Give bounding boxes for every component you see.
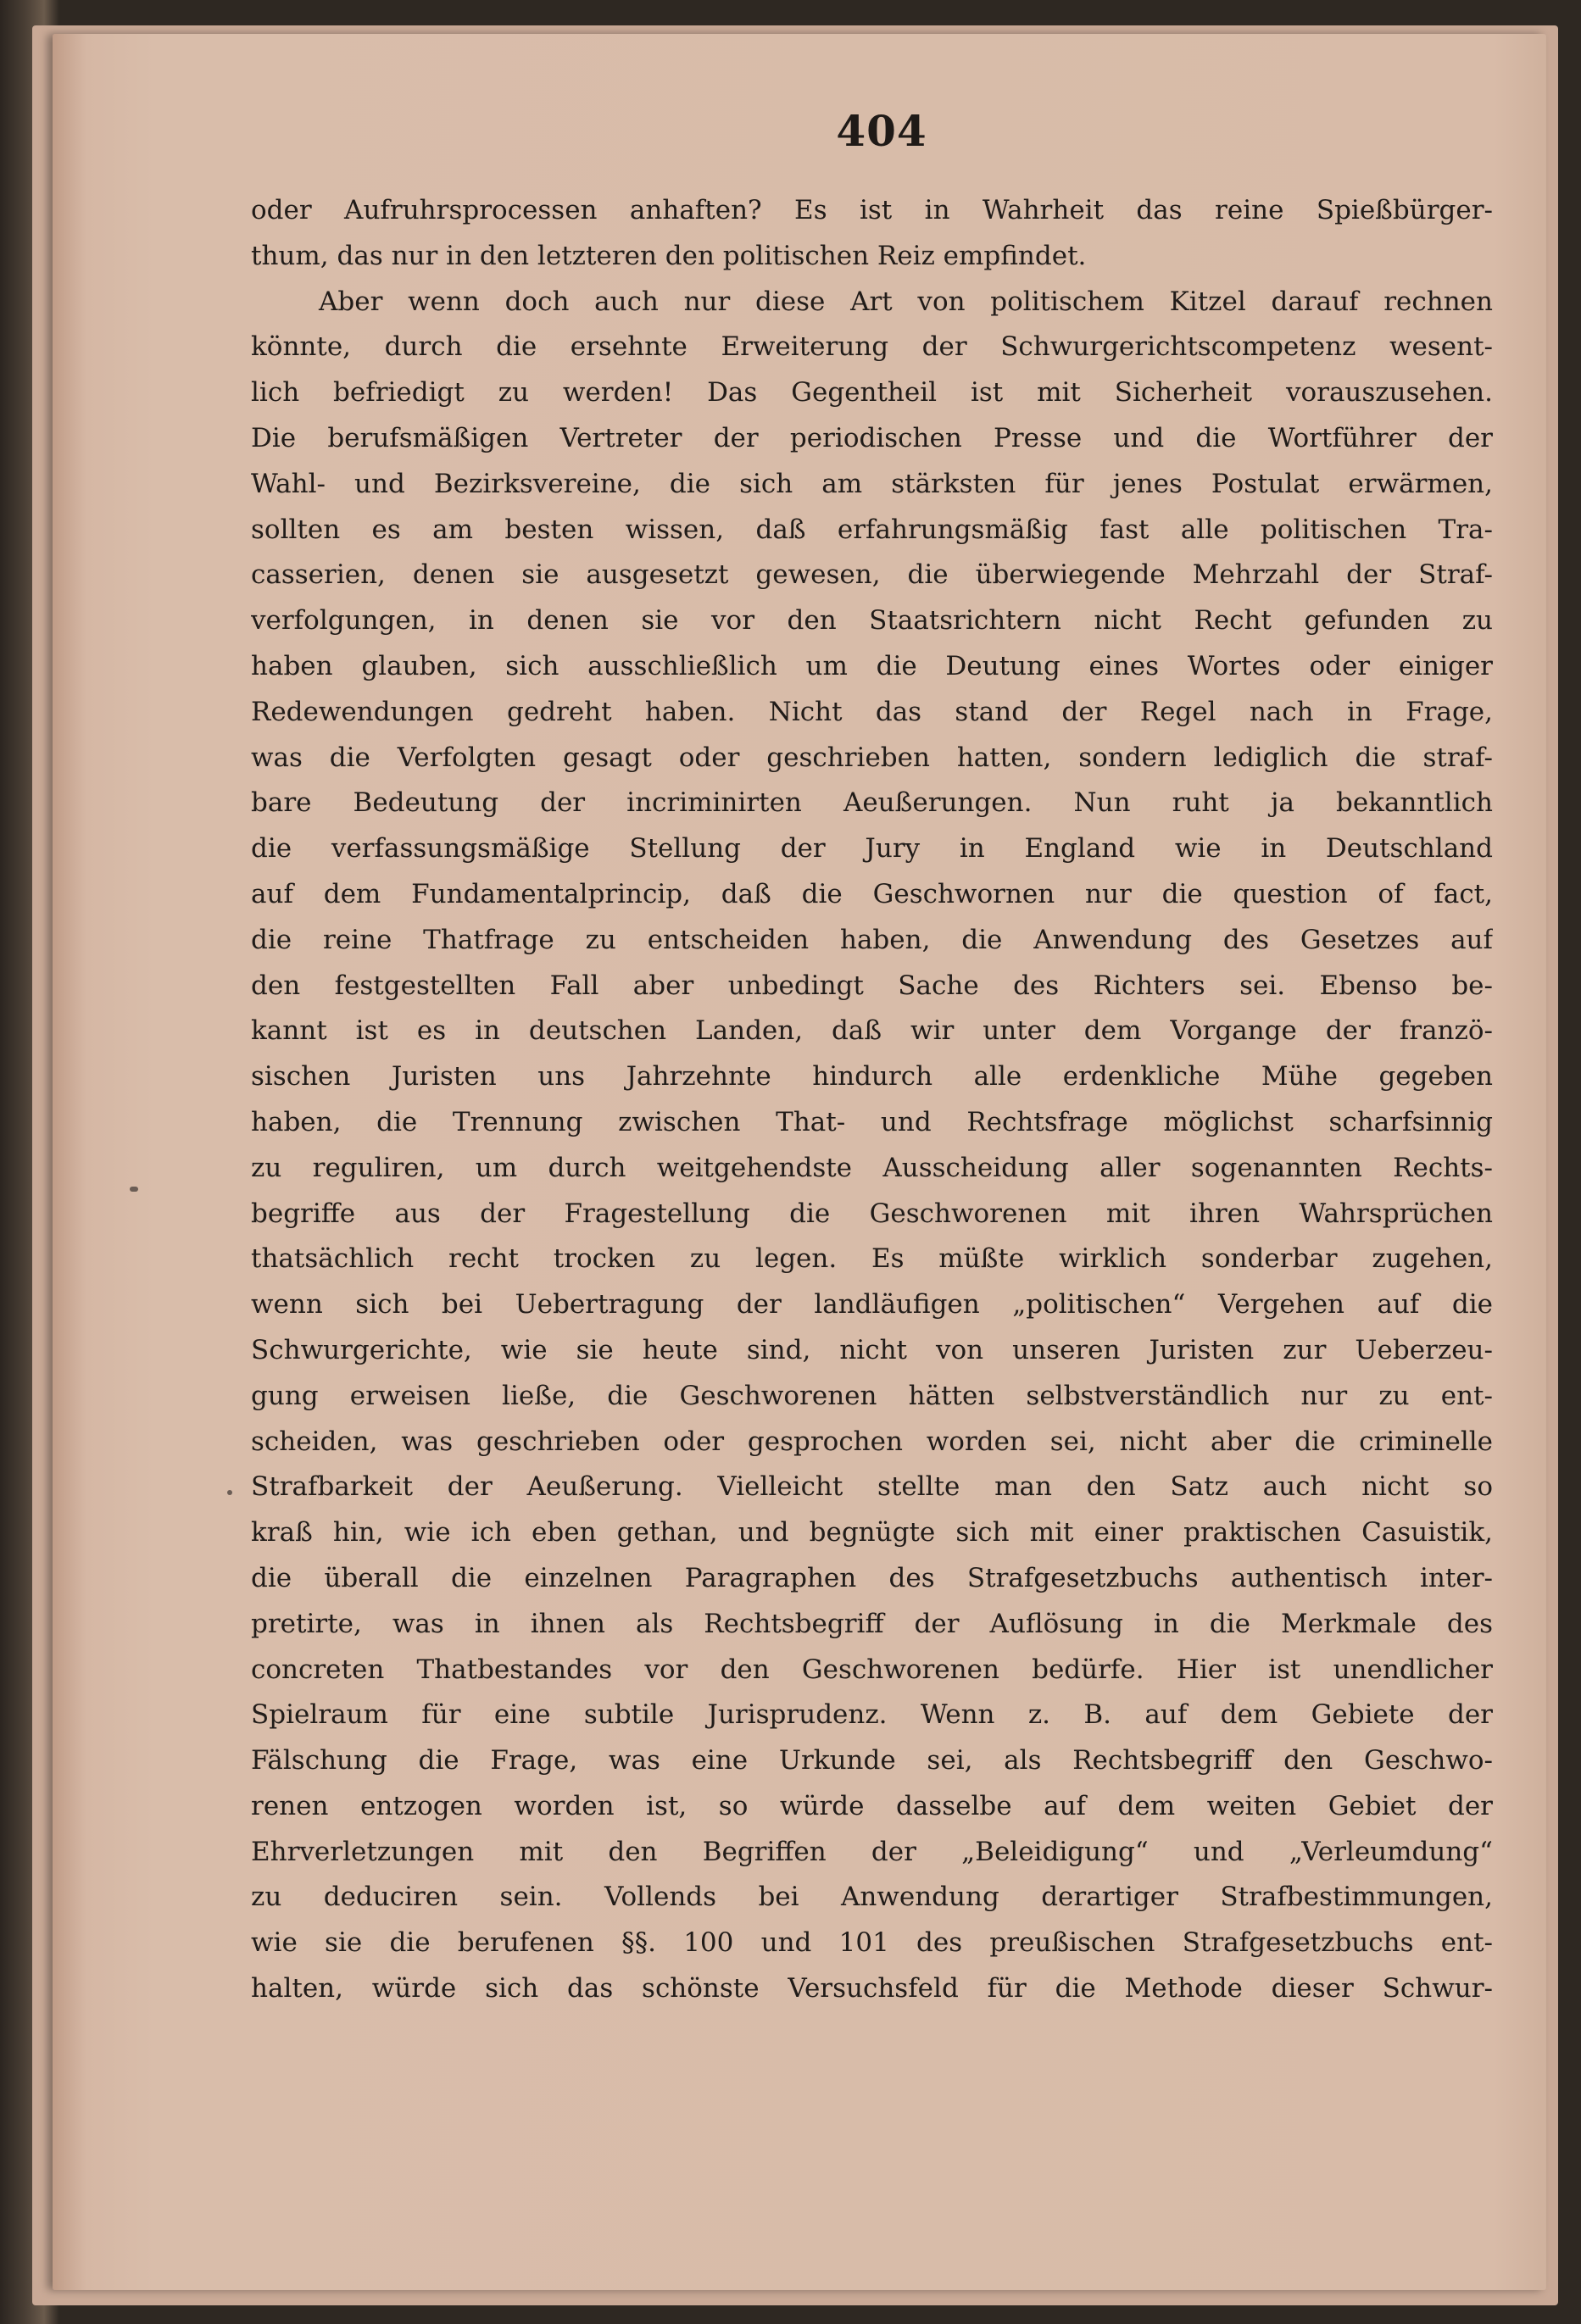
page-number: 404: [836, 106, 927, 156]
text-line: scheiden, was geschrieben oder gesprochen worden sei, nicht aber die criminelle: [251, 1426, 1493, 1457]
text-line: zu reguliren, um durch weitgehendste Ausscheidung aller sogenannten Rechts-: [251, 1152, 1493, 1183]
text-line: was die Verfolgten gesagt oder geschrieben hatten, sondern lediglich die straf-: [251, 742, 1493, 773]
text-line: begriffe aus der Fragestellung die Geschworenen mit ihren Wahrsprüchen: [251, 1198, 1493, 1229]
text-line: die verfassungsmäßige Stellung der Jury in England wie in Deutschland: [251, 833, 1493, 865]
text-line: gung erweisen ließe, die Geschworenen hätten selbstverständlich nur zu ent-: [251, 1380, 1493, 1411]
text-line: wenn sich bei Uebertragung der landläufigen „politischen“ Vergehen auf die: [251, 1289, 1493, 1320]
text-line: Ehrverletzungen mit den Begriffen der „Beleidigung“ und „Verleumdung“: [251, 1836, 1493, 1867]
text-line: Redewendungen gedreht haben. Nicht das stand der Regel nach in Frage,: [251, 696, 1493, 727]
text-line: verfolgungen, in denen sie vor den Staatsrichtern nicht Recht gefunden zu: [251, 605, 1493, 637]
text-line: kannt ist es in deutschen Landen, daß wir unter dem Vorgange der franzö-: [251, 1015, 1493, 1047]
text-line: sischen Juristen uns Jahrzehnte hindurch alle erdenkliche Mühe gegeben: [251, 1061, 1493, 1093]
text-line: lich befriedigt zu werden! Das Gegentheil ist mit Sicherheit vorauszusehen.: [251, 377, 1493, 409]
body-text: [251, 188, 1493, 2012]
text-line: könnte, durch die ersehnte Erweiterung der Schwurgerichtscompetenz wesent-: [251, 331, 1493, 363]
text-line: Die berufsmäßigen Vertreter der periodischen Presse und die Wortführer der: [251, 422, 1493, 453]
text-line: haben glauben, sich ausschließlich um die Deutung eines Wortes oder einiger: [251, 650, 1493, 681]
text-line: die überall die einzelnen Paragraphen des Strafgesetzbuchs authentisch inter-: [251, 1562, 1493, 1593]
text-line: auf dem Fundamentalprincip, daß die Geschwornen nur die question of fact,: [251, 878, 1493, 909]
text-line: zu deduciren sein. Vollends bei Anwendung derartiger Strafbestimmungen,: [251, 1882, 1493, 1913]
text-line: Strafbarkeit der Aeußerung. Vielleicht stellte man den Satz auch nicht so: [251, 1471, 1493, 1503]
text-line: thum, das nur in den letzteren den politischen Reiz empfindet.: [251, 240, 1087, 271]
text-line: concreten Thatbestandes vor den Geschworenen bedürfe. Hier ist unendlicher: [251, 1654, 1493, 1685]
text-line: Fälschung die Frage, was eine Urkunde sei, als Rechtsbegriff den Geschwo-: [251, 1745, 1493, 1776]
text-line: casserien, denen sie ausgesetzt gewesen, die überwiegende Mehrzahl der Straf-: [251, 559, 1493, 591]
text-line: Schwurgerichte, wie sie heute sind, nicht von unseren Juristen zur Ueberzeu-: [251, 1334, 1493, 1365]
margin-dot: [130, 1187, 138, 1192]
text-line: renen entzogen worden ist, so würde dasselbe auf dem weiten Gebiet der: [251, 1790, 1493, 1821]
text-line: pretirte, was in ihnen als Rechtsbegriff der Auflösung in die Merkmale des: [251, 1608, 1493, 1639]
text-line: bare Bedeutung der incriminirten Aeußerungen. Nun ruht ja bekanntlich: [251, 787, 1493, 819]
text-line: kraß hin, wie ich eben gethan, und begnügte sich mit einer praktischen Casuistik,: [251, 1517, 1493, 1548]
text-line: Aber wenn doch auch nur diese Art von politischem Kitzel darauf rechnen: [319, 286, 1493, 317]
text-line: Wahl- und Bezirksvereine, die sich am stärksten für jenes Postulat erwärmen,: [251, 468, 1493, 499]
text-line: haben, die Trennung zwischen That- und Rechtsfrage möglichst scharfsinnig: [251, 1106, 1493, 1137]
text-line: Spielraum für eine subtile Jurisprudenz. Wenn z. B. auf dem Gebiete der: [251, 1699, 1493, 1731]
text-line: wie sie die berufenen §§. 100 und 101 des preußischen Strafgesetzbuchs ent-: [251, 1927, 1493, 1959]
text-line: sollten es am besten wissen, daß erfahrungsmäßig fast alle politischen Tra-: [251, 514, 1493, 545]
text-line: die reine Thatfrage zu entscheiden haben, die Anwendung des Gesetzes auf: [251, 924, 1493, 955]
text-line: halten, würde sich das schönste Versuchsfeld für die Methode dieser Schwur-: [251, 1973, 1493, 2004]
text-line: oder Aufruhrsprocessen anhaften? Es ist in Wahrheit das reine Spießbürger-: [251, 195, 1493, 225]
text-line: thatsächlich recht trocken zu legen. Es müßte wirklich sonderbar zugehen,: [251, 1243, 1493, 1275]
text-line: den festgestellten Fall aber unbedingt Sache des Richters sei. Ebenso be-: [251, 970, 1493, 1001]
margin-dot: [227, 1490, 232, 1495]
